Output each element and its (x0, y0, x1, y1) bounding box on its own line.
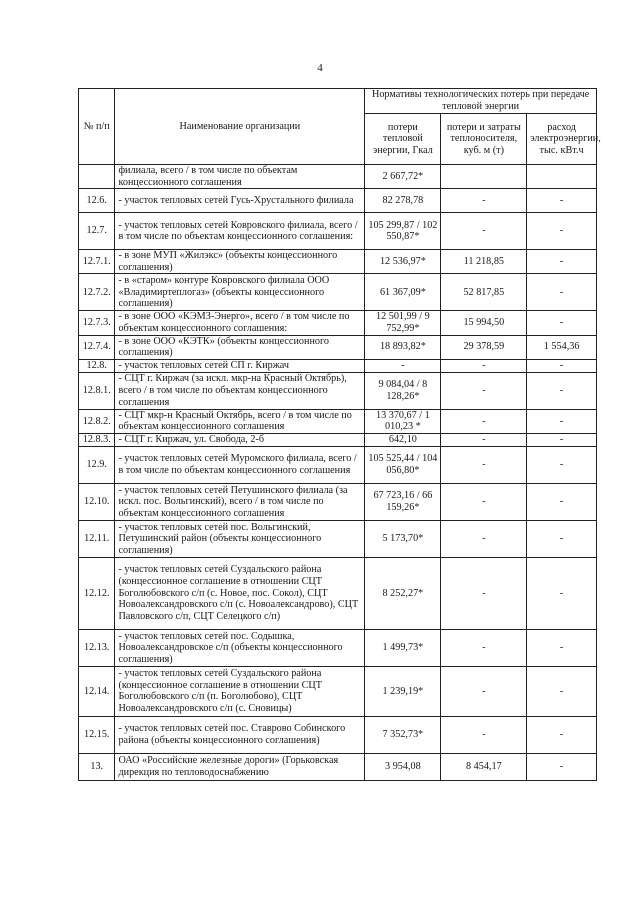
table-row (79, 753, 597, 780)
table-row (79, 557, 597, 629)
row-heat-loss: 18 893,82* (365, 335, 441, 359)
row-electric-consumption: - (527, 753, 597, 780)
row-number: 12.8. (79, 359, 115, 372)
table-row (79, 520, 597, 557)
row-organization-name: - участок тепловых сетей СП г. Киржач (115, 359, 365, 372)
row-carrier-loss: - (441, 483, 527, 520)
row-heat-loss: 1 499,73* (365, 629, 441, 666)
row-organization-name: - участок тепловых сетей Ковровского филиала, всего / в том числе по объектам концессионного соглашения: (115, 213, 365, 250)
row-number: 12.13. (79, 629, 115, 666)
row-heat-loss: 3 954,08 (365, 753, 441, 780)
row-number: 12.8.3. (79, 433, 115, 446)
norms-table (78, 88, 601, 781)
row-organization-name: - участок тепловых сетей Муромского филиала, всего / в том числе по объектам концессионного соглашения (115, 446, 365, 483)
row-heat-loss: 7 352,73* (365, 716, 441, 753)
row-heat-loss: 105 525,44 / 104 056,80* (365, 446, 441, 483)
row-carrier-loss: - (441, 433, 527, 446)
row-organization-name: - участок тепловых сетей пос. Вольгинский, Петушинский район (объекты концессионного соглашения) (115, 520, 365, 557)
table-row (79, 372, 597, 409)
row-carrier-loss: - (441, 557, 527, 629)
row-electric-consumption: - (527, 557, 597, 629)
row-carrier-loss: 15 994,50 (441, 311, 527, 335)
row-organization-name: филиала, всего / в том числе по объектам концессионного соглашения (115, 165, 365, 189)
row-heat-loss: 8 252,27* (365, 557, 441, 629)
row-heat-loss: 67 723,16 / 66 159,26* (365, 483, 441, 520)
row-organization-name: - в зоне ООО «КЭТК» (объекты концессионного соглашения) (115, 335, 365, 359)
table-row (79, 433, 597, 446)
row-organization-name: - СЦТ г. Киржач (за искл. мкр-на Красный Октябрь), всего / в том числе по объектам концессионного соглашения (115, 372, 365, 409)
col-header-number: № п/п (79, 89, 115, 165)
row-organization-name: - СЦТ мкр-н Красный Октябрь, всего / в том числе по объектам концессионного соглашения (115, 409, 365, 433)
row-carrier-loss: - (441, 629, 527, 666)
row-number: 12.15. (79, 716, 115, 753)
row-carrier-loss: - (441, 666, 527, 716)
row-carrier-loss: 52 817,85 (441, 274, 527, 311)
row-number: 12.7.2. (79, 274, 115, 311)
col-header-electric: расход электроэнергии, тыс. кВт.ч (527, 114, 597, 165)
row-number: 12.8.1. (79, 372, 115, 409)
row-organization-name: - СЦТ г. Киржач, ул. Свобода, 2-б (115, 433, 365, 446)
table-row (79, 311, 597, 335)
col-header-group: Нормативы технологических потерь при передаче тепловой энергии (365, 89, 597, 114)
row-heat-loss: 61 367,09* (365, 274, 441, 311)
row-heat-loss: 642,10 (365, 433, 441, 446)
row-organization-name: - участок тепловых сетей пос. Содышка, Новоалександровское с/п (объекты концессионного соглашения) (115, 629, 365, 666)
row-heat-loss: - (365, 359, 441, 372)
row-number (79, 165, 115, 189)
table-row (79, 716, 597, 753)
row-electric-consumption: - (527, 409, 597, 433)
row-carrier-loss: - (441, 446, 527, 483)
row-number: 12.14. (79, 666, 115, 716)
row-carrier-loss: - (441, 716, 527, 753)
col-header-heat-loss: потери тепловой энергии, Гкал (365, 114, 441, 165)
row-carrier-loss: - (441, 409, 527, 433)
row-number: 12.7.1. (79, 250, 115, 274)
row-carrier-loss: 11 218,85 (441, 250, 527, 274)
row-heat-loss: 12 501,99 / 9 752,99* (365, 311, 441, 335)
table-header (79, 89, 601, 165)
row-carrier-loss: - (441, 189, 527, 213)
table-row (79, 629, 597, 666)
row-carrier-loss: - (441, 372, 527, 409)
row-number: 12.12. (79, 557, 115, 629)
table-row (79, 446, 597, 483)
row-number: 12.11. (79, 520, 115, 557)
row-heat-loss: 2 667,72* (365, 165, 441, 189)
row-electric-consumption: - (527, 629, 597, 666)
row-heat-loss: 5 173,70* (365, 520, 441, 557)
row-electric-consumption: - (527, 433, 597, 446)
row-electric-consumption: - (527, 213, 597, 250)
row-electric-consumption: - (527, 311, 597, 335)
page-number: 4 (317, 62, 323, 74)
row-organization-name: - в зоне ООО «КЭМЗ-Энерго», всего / в том числе по объектам концессионного соглашения: (115, 311, 365, 335)
table-row (79, 250, 597, 274)
col-header-name: Наименование организации (115, 89, 365, 165)
row-carrier-loss: - (441, 520, 527, 557)
row-electric-consumption: - (527, 372, 597, 409)
row-number: 13. (79, 753, 115, 780)
row-number: 12.10. (79, 483, 115, 520)
row-electric-consumption: - (527, 520, 597, 557)
table-body (79, 165, 597, 781)
table-row (79, 666, 597, 716)
row-electric-consumption: - (527, 483, 597, 520)
table-row (79, 359, 597, 372)
row-organization-name: - участок тепловых сетей Суздальского района (концессионное соглашение в отношении СЦТ Боголюбовского с/п (с. Новое, пос. Сокол), СЦТ Новоалександровского с/п (с. Новоалександрово), СЦТ Павловского с/п, СЦТ Селецкого с/п) (115, 557, 365, 629)
row-electric-consumption: - (527, 666, 597, 716)
row-heat-loss: 12 536,97* (365, 250, 441, 274)
table-row (79, 274, 597, 311)
table-row (79, 483, 597, 520)
row-carrier-loss (441, 165, 527, 189)
row-number: 12.8.2. (79, 409, 115, 433)
row-heat-loss: 9 084,04 / 8 128,26* (365, 372, 441, 409)
row-carrier-loss: - (441, 213, 527, 250)
row-carrier-loss: 29 378,59 (441, 335, 527, 359)
table-row (79, 189, 597, 213)
row-electric-consumption: - (527, 250, 597, 274)
row-carrier-loss: 8 454,17 (441, 753, 527, 780)
row-number: 12.7.3. (79, 311, 115, 335)
row-organization-name: - участок тепловых сетей Суздальского района (концессионное соглашение в отношении СЦТ Боголюбовского с/п (п. Боголюбово), СЦТ Новоалександровского с/п (с. Сновицы) (115, 666, 365, 716)
row-electric-consumption: - (527, 189, 597, 213)
row-heat-loss: 13 370,67 / 1 010,23 * (365, 409, 441, 433)
row-organization-name: - участок тепловых сетей Петушинского филиала (за искл. пос. Вольгинский), всего / в том числе по объектам концессионного соглашения (115, 483, 365, 520)
row-electric-consumption: - (527, 716, 597, 753)
row-heat-loss: 82 278,78 (365, 189, 441, 213)
table-row (79, 213, 597, 250)
col-header-carrier-loss: потери и затраты теплоносителя, куб. м (т) (441, 114, 527, 165)
row-number: 12.7. (79, 213, 115, 250)
row-number: 12.6. (79, 189, 115, 213)
table-row (79, 335, 597, 359)
row-electric-consumption: - (527, 446, 597, 483)
row-organization-name: - в «старом» контуре Ковровского филиала ООО «Владимиртеплогаз» (объекты концессионного соглашения) (115, 274, 365, 311)
row-number: 12.7.4. (79, 335, 115, 359)
table-row (79, 165, 597, 189)
row-carrier-loss: - (441, 359, 527, 372)
row-electric-consumption: - (527, 359, 597, 372)
row-organization-name: - участок тепловых сетей Гусь-Хрустального филиала (115, 189, 365, 213)
table-row (79, 409, 597, 433)
row-electric-consumption: 1 554,36 (527, 335, 597, 359)
row-organization-name: - участок тепловых сетей пос. Ставрово Собинского района (объекты концессионного соглашения) (115, 716, 365, 753)
row-electric-consumption: - (527, 274, 597, 311)
row-number: 12.9. (79, 446, 115, 483)
row-heat-loss: 1 239,19* (365, 666, 441, 716)
row-electric-consumption (527, 165, 597, 189)
row-organization-name: - в зоне МУП «Жилэкс» (объекты концессионного соглашения) (115, 250, 365, 274)
row-heat-loss: 105 299,87 / 102 550,87* (365, 213, 441, 250)
row-organization-name: ОАО «Российские железные дороги» (Горьковская дирекция по тепловодоснабжению (115, 753, 365, 780)
